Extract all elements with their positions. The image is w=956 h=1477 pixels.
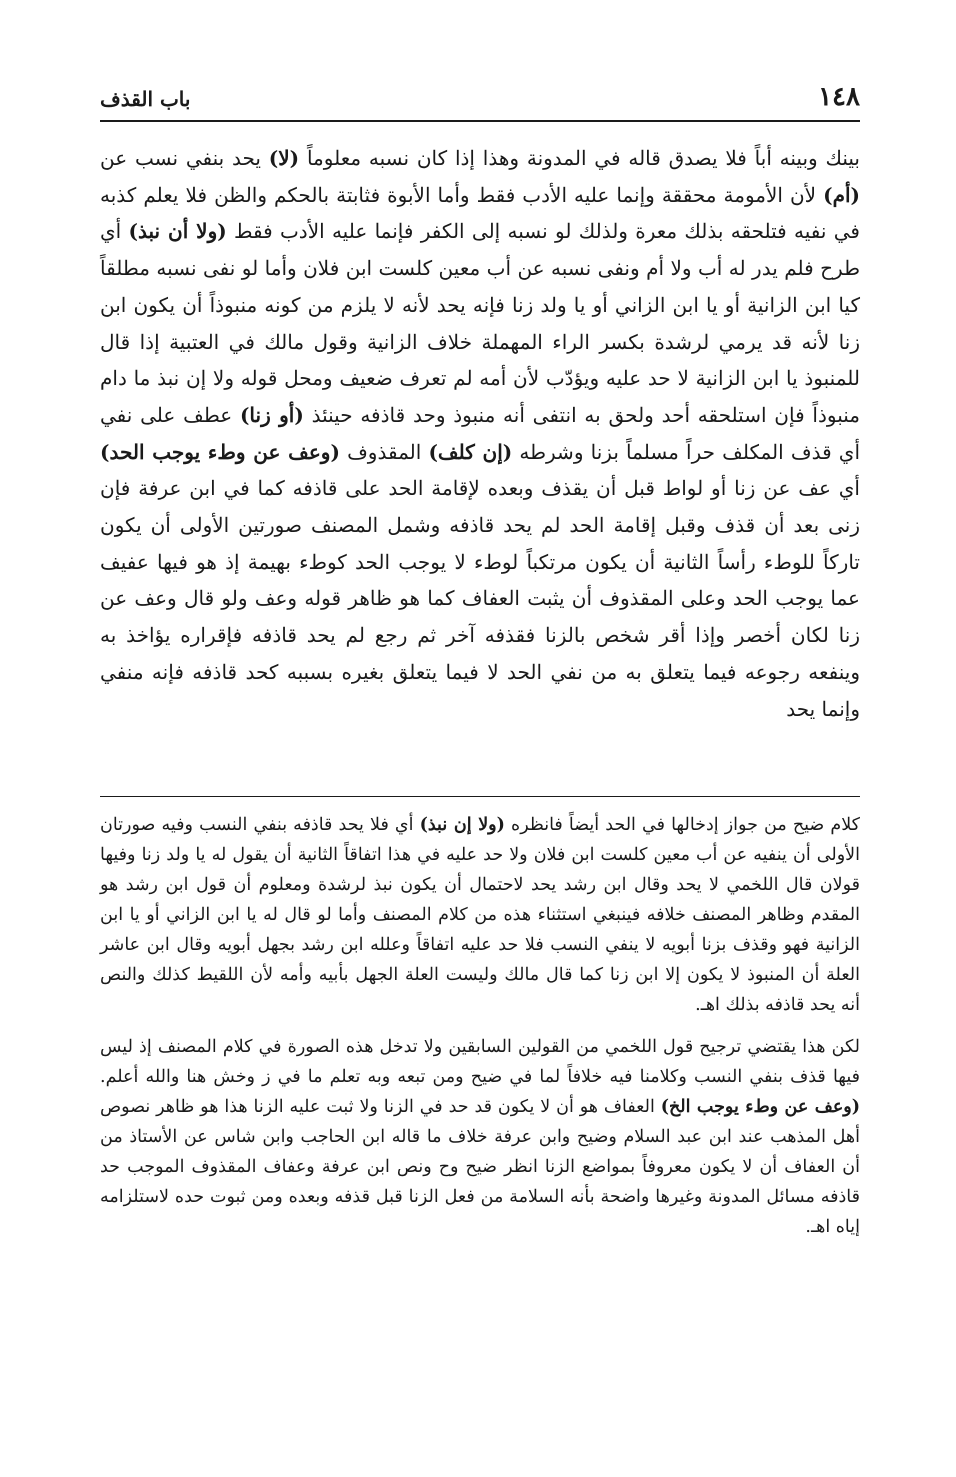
bold-term: (ولا أن نبذ) — [128, 219, 227, 244]
footnote-segment: العفاف هو أن لا يكون قد حد في الزنا ولا ثبت عليه الزنا هذا هو ظاهر نصوص أهل المذهب عند ابن عبد السلام وضيح وابن عرفة خلاف ما قاله ابن الحاجب وابن شاس عن الأستاذ من أن العفاف أن لا يكون معروفاً بمواضع الزنا انظر ضيح وح ونص ابن عرفة وعفاف المقذوف الموجب حد قاذفه مسائل المدونة وغيرها واضحة بأنه السلامة من فعل الزنا قبل قذفه وبعده ومن ثبوت حده لاستلزامه إياه اهـ. — [100, 1097, 860, 1237]
main-text-segment: أي طرح فلم يدر له أب ولا أم ونفى نسبه عن أب معين كلست ابن فلان وأما لو نفى نسبه مطلقاً كيا ابن الزانية أو يا ابن الزاني أو يا ولد زنا فإنه يحد لأنه لا يلزم من كونه منبوذاً أن يكون ابن زنا لأنه قد يرمي لرشدة بكسر الراء المهملة خلاف الزانية وقول مالك في العتبية إذا قال للمنبوذ يا ابن الزانية لا حد عليه ويؤدّب لأن أمه لم تعرف ضعيف ومحل قوله ولا إن نبذ ما دام منبوذاً فإن استلحقه أحد ولحق به انتفى أنه منبوذ وحد قاذفه حينئذ — [100, 219, 860, 427]
bold-term: (لا) — [268, 146, 300, 170]
page-number: ١٤٨ — [818, 82, 860, 112]
bold-term: (أم) — [823, 182, 860, 207]
running-head: باب القذف — [100, 87, 191, 111]
footnote-segment: أي فلا يحد قاذفه بنفي النسب وفيه صورتان الأولى أن ينفيه عن أب معين كلست ابن فلان ولا حد عليه في هذا اتفاقاً الثانية أن يقول له يا ولد زنا وفيها قولان قال اللخمي لا يحد وقال ابن رشد يحد لاحتمال أن يكون نبذ لرشدة ومعلوم أن قول ابن رشد هو المقدم وظاهر المصنف خلافه فينبغي استثناء هذه من كلام المصنف وأما لو قال له يا ابن الزاني أو يا ابن الزانية فهو وقذف بزنا أبويه لا ينفي النسب فلا حد عليه اتفاقاً وعلله ابن رشد بجهل أبويه وقال ابن عاشر العلة أن المنبوذ لا يكون إلا ابن زنا كما قال مالك وليست العلة الجهل بأبيه وأمه لأن اللقيط كذلك والنص أنه يحد قاذفه بذلك اهـ. — [100, 815, 860, 1015]
footnote-paragraph — [100, 1032, 860, 1242]
main-text-segment: بينك وبينه أباً فلا يصدق قاله في المدونة وهذا إذا كان نسبه معلوماً — [299, 146, 860, 170]
footnote-segment: لكن هذا يقتضي ترجيح قول اللخمي من القولين السابقين ولا تدخل هذه الصورة في كلام المصنف إذ ليس فيها قذف بنفي النسب وكلامنا فيه خلافاً لما في ضيح ومن تبعه وبه تعلم ما في ز وخش هنا والله أعلم. — [100, 1037, 860, 1087]
bold-term: (إن كلف) — [428, 439, 513, 464]
footnotes — [100, 810, 860, 1242]
bold-term: (ولا إن نبذ) — [419, 815, 505, 835]
bold-term: (أو زنا) — [239, 402, 304, 427]
bold-term: (وعف عن وطء يوجب الحد) — [100, 439, 340, 464]
main-text-segment: لأن الأمومة محققة وإنما عليه الأدب فقط وأما الأبوة فثابتة بالحكم والظن فلا يعلم كذبه في نفيه فتلحقه بذلك معرة ولذلك لو نسبه إلى الكفر فإنما عليه الأدب فقط — [100, 182, 860, 244]
page-header — [100, 82, 860, 116]
main-text-segment: المقذوف — [339, 439, 429, 464]
footnote-segment: كلام ضيح من جواز إدخالها في الحد أيضاً فانظره — [504, 815, 860, 835]
main-text-segment: يحد بنفي نسب عن — [100, 146, 269, 170]
footnote-paragraph — [100, 810, 860, 1020]
bold-term: (وعف عن وطء يوجب الخ) — [660, 1097, 860, 1117]
main-text — [100, 140, 860, 727]
main-text-segment: أي عف عن زنا أو لواط قبل أن يقذف وبعده لإقامة الحد على قاذفه كما في ابن عرفة فإن زنى بعد أن قذف وقبل إقامة الحد لم يحد قاذفه وشمل المصنف صورتين الأولى أن يكون تاركاً للوطء رأساً الثانية أن يكون مرتكباً لوطء لا يوجب الحد كوطء بهيمة إذ هو فيها عفيف عما يوجب الحد وعلى المقذوف أن يثبت العفاف كما هو ظاهر قوله وعف ولو قال وعف عن زنا لكان أخصر وإذا أقر شخص بالزنا فقذفه آخر ثم رجع لم يحد قاذفه فإقراره يؤاخذ به وينفعه رجوعه فيما يتعلق به من نفي الحد لا فيما يتعلق بغيره بسببه كحد قاذفه فإنه منفي وإنما يحد — [100, 476, 860, 721]
main-text-segment: عطف على نفي أي قذف المكلف حراً مسلماً بزنا وشرطه — [100, 402, 861, 464]
header-rule — [100, 120, 860, 122]
footnote-rule — [100, 796, 860, 797]
